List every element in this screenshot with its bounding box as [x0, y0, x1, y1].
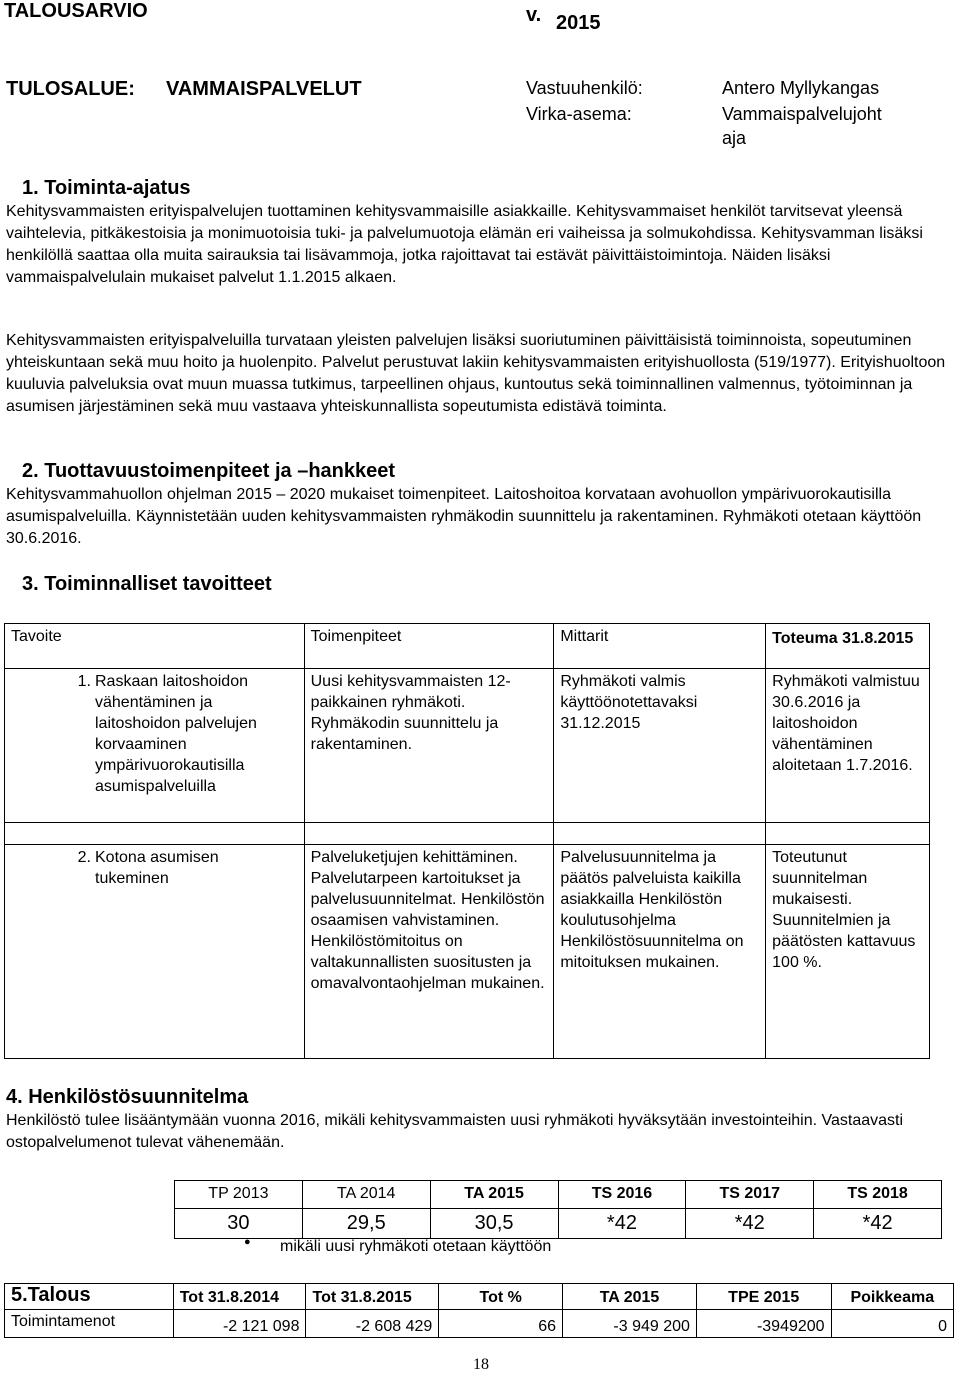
section1-paragraph1-text: Kehitysvammaisten erityispalvelujen tuottaminen kehitysvammaisille asiakkaille. Kehitysvammaiset henkilöt tarvitsevat yleensä vaihtelevia, pitkäkestoisia ja monimuotoisia tuki- ja palvelumuotoja elämän eri vaiheissa ja solmukohdissa. Kehitysvamman lisäksi henkilöllä saattaa olla muita sairauksia tai lisävammoja, jotka rajoittavat tai estävät päivittäistoimintoja. Näiden lisäksi vammaispalvelulain mukaiset palvelut 1.1.2015 alkaen. — [6, 203, 923, 286]
unit-label: TULOSALUE: — [6, 78, 135, 100]
section4-heading: 4. Henkilöstösuunnitelma — [6, 1086, 249, 1108]
goals-col-actions: Toimenpiteet — [304, 624, 554, 669]
document-title: TALOUSARVIO — [4, 0, 148, 22]
staff-header-ta2015: TA 2015 — [430, 1181, 558, 1209]
goals-col-metrics: Mittarit — [554, 624, 766, 669]
goals-table — [4, 623, 930, 1059]
staff-value-ts2018: *42 — [814, 1209, 942, 1239]
responsible-value: Antero Myllykangas — [722, 78, 880, 98]
responsible-label: Vastuuhenkilö: — [526, 78, 643, 98]
staff-value-ts2016: *42 — [558, 1209, 686, 1239]
goals-row — [5, 669, 930, 823]
section2-heading: 2. Tuottavuustoimenpiteet ja –hankkeet — [22, 460, 396, 482]
staff-header-ta2014: TA 2014 — [302, 1181, 430, 1209]
position-value-line1: Vammaispalvelujoht — [722, 104, 882, 124]
goals-row2-actions: Palveluketjujen kehittäminen. Palvelutarpeen kartoitukset ja palvelusuunnitelmat. Henkilöstön osaamisen vahvistaminen. Henkilöstömitoitus on valtakunnallisten suositusten ja omavalvontaohjelman mukainen. — [304, 845, 554, 1059]
unit-name: VAMMAISPALVELUT — [166, 78, 362, 100]
finance-value-poikkeama: 0 — [831, 1310, 953, 1338]
finance-heading: 5.Talous — [5, 1284, 174, 1310]
finance-header-totpct: Tot % — [439, 1284, 563, 1310]
section3-heading: 3. Toiminnalliset tavoitteet — [22, 573, 272, 595]
section2-paragraph-text: Kehitysvammahuollon ohjelman 2015 – 2020 mukaiset toimenpiteet. Laitoshoitoa korvataan avohuollon ympärivuorokautisilla asumispalveluilla. Käynnistetään uuden kehitysvammaisten ryhmäkodin suunnittelu ja rakentaminen. Ryhmäkoti otetaan käyttöön 30.6.2016. — [6, 486, 922, 547]
goals-row — [5, 845, 930, 1059]
section1-heading: 1. Toiminta-ajatus — [22, 177, 191, 199]
section1-paragraph2 — [6, 330, 954, 418]
finance-header-tpe2015: TPE 2015 — [696, 1284, 831, 1310]
section4-paragraph — [6, 1110, 954, 1154]
finance-header-poikkeama: Poikkeama — [831, 1284, 953, 1310]
goals-col-goal: Tavoite — [5, 624, 305, 669]
goals-row1-actions: Uusi kehitysvammaisten 12-paikkainen ryhmäkoti. Ryhmäkodin suunnittelu ja rakentaminen. — [304, 669, 554, 823]
staff-value-ta2014: 29,5 — [302, 1209, 430, 1239]
section2-paragraph — [6, 484, 954, 550]
bullet-icon: ● — [244, 1236, 251, 1248]
staff-value-ta2015: 30,5 — [430, 1209, 558, 1239]
staff-value-tp2013: 30 — [175, 1209, 303, 1239]
finance-value-tot2015: -2 608 429 — [306, 1310, 439, 1338]
finance-row-label: Toimintamenot — [5, 1310, 174, 1338]
staff-header-ts2018: TS 2018 — [814, 1181, 942, 1209]
finance-header-tot2015: Tot 31.8.2015 — [306, 1284, 439, 1310]
goals-row1-metrics: Ryhmäkoti valmis käyttöönotettavaksi 31.12.2015 — [554, 669, 766, 823]
finance-value-totpct: 66 — [439, 1310, 563, 1338]
goals-row2-outcome: Toteutunut suunnitelman mukaisesti. Suunnitelmien ja päätösten kattavuus 100 %. — [766, 845, 930, 1059]
version-label: v. — [526, 4, 542, 26]
finance-row — [5, 1310, 954, 1338]
finance-value-tpe2015: -3949200 — [696, 1310, 831, 1338]
goals-row2-goal — [5, 845, 305, 1059]
goals-header-row — [5, 624, 930, 669]
staff-header-tp2013: TP 2013 — [175, 1181, 303, 1209]
staff-value-ts2017: *42 — [686, 1209, 814, 1239]
position-value-line2: aja — [722, 128, 747, 148]
staff-header-row — [175, 1181, 942, 1209]
goals-col-outcome: Toteuma 31.8.2015 — [766, 624, 930, 669]
budget-year: 2015 — [556, 12, 601, 34]
finance-table — [4, 1283, 954, 1338]
finance-header-row — [5, 1284, 954, 1310]
goals-row1-goal-text: Raskaan laitoshoidon vähentäminen ja laitoshoidon palvelujen korvaaminen ympärivuorokautisilla asumispalveluilla — [95, 673, 257, 795]
finance-header-tot2014: Tot 31.8.2014 — [173, 1284, 306, 1310]
goals-row2-number: 2. — [77, 849, 91, 866]
staff-values-row — [175, 1209, 942, 1239]
finance-value-tot2014: -2 121 098 — [173, 1310, 306, 1338]
goals-row2-metrics: Palvelusuunnitelma ja päätös palveluista kaikilla asiakkailla Henkilöstön koulutusohjelma Henkilöstösuunnitelma on mitoituksen mukainen. — [554, 845, 766, 1059]
section1-paragraph2-text: Kehitysvammaisten erityispalveluilla turvataan yleisten palvelujen lisäksi suoriutuminen päivittäisistä toiminnoista, sopeutuminen yhteiskuntaan sekä muu hoito ja huolenpito. Palvelut perustuvat lakiin kehitysvammaisten erityishuollosta (519/1977). Erityishuoltoon kuuluvia palveluksia ovat muun muassa tutkimus, tarpeellinen ohjaus, kuntoutus sekä toiminnallinen valmennus, työtoiminnan ja asumisen järjestäminen sekä muu vastaava yhteiskunnallista sopeutumista edistävä toiminta. — [6, 332, 946, 415]
section1-paragraph1 — [6, 201, 954, 289]
goals-row1-outcome: Ryhmäkoti valmistuu 30.6.2016 ja laitoshoidon vähentäminen aloitetaan 1.7.2016. — [766, 669, 930, 823]
staff-header-ts2016: TS 2016 — [558, 1181, 686, 1209]
section4-paragraph-text: Henkilöstö tulee lisääntymään vuonna 2016, mikäli kehitysvammaisten uusi ryhmäkoti hyväksytään investointeihin. Vastaavasti ostopalvelumenot tulevat vähenemään. — [6, 1112, 904, 1151]
position-label: Virka-asema: — [526, 104, 632, 124]
staff-header-ts2017: TS 2017 — [686, 1181, 814, 1209]
finance-header-ta2015: TA 2015 — [563, 1284, 697, 1310]
goals-row2-goal-text: Kotona asumisen tukeminen — [95, 849, 219, 887]
staff-bullet-note: mikäli uusi ryhmäkoti otetaan käyttöön — [280, 1238, 552, 1255]
goals-row1-number: 1. — [77, 673, 91, 690]
goals-spacer-row — [5, 823, 930, 845]
goals-row1-goal — [5, 669, 305, 823]
page-number: 18 — [473, 1356, 489, 1373]
finance-value-ta2015: -3 949 200 — [563, 1310, 697, 1338]
staff-table — [174, 1180, 942, 1239]
